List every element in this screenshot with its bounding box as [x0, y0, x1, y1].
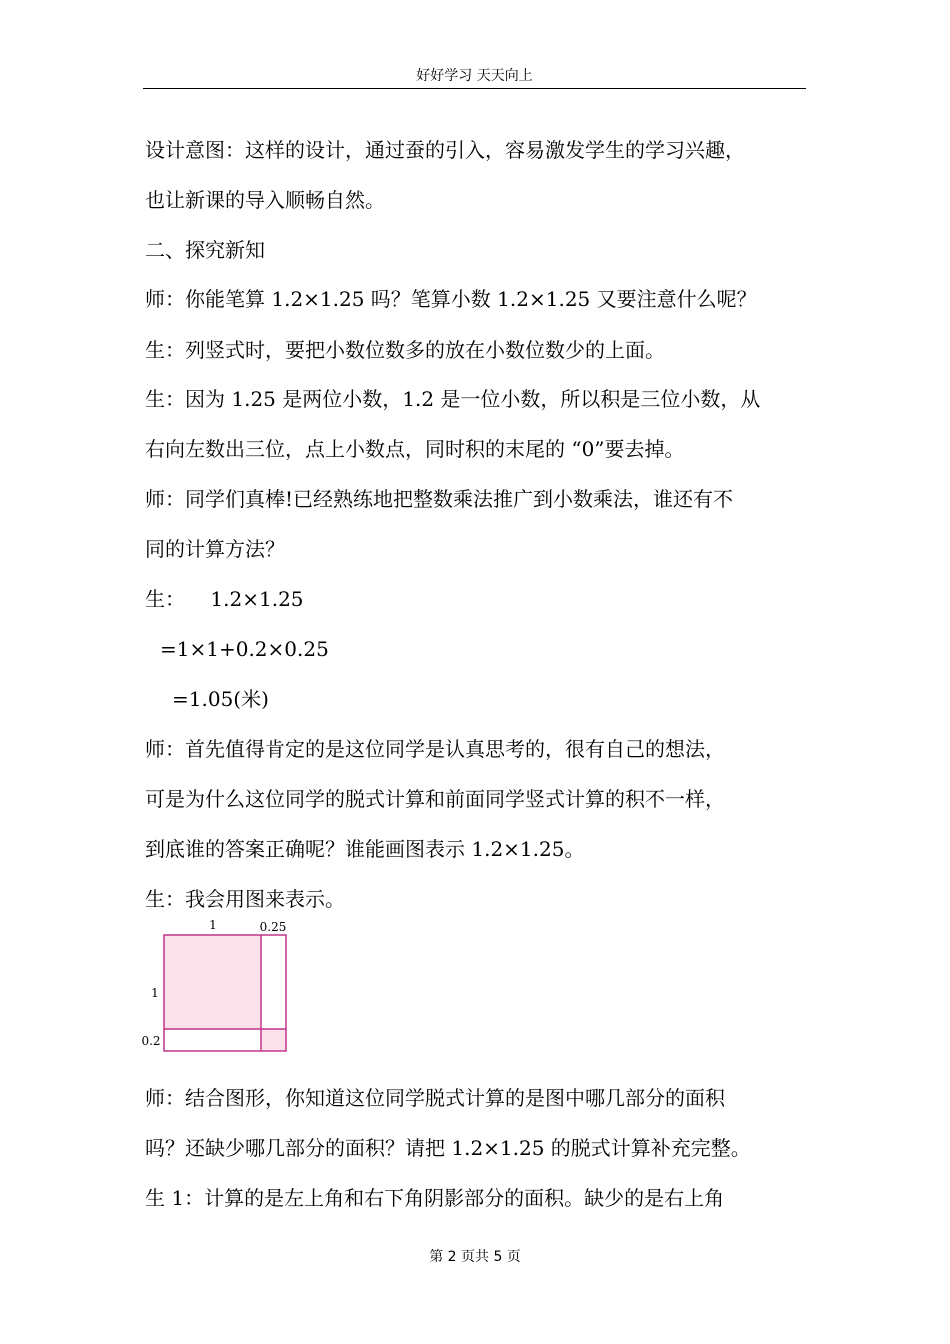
area-bottom-right — [261, 1029, 286, 1051]
paragraph-line: 同的计算方法？ — [145, 537, 285, 561]
section-heading: 二、探究新知 — [145, 238, 265, 262]
label-width-025: 0.25 — [259, 920, 287, 934]
paragraph-line: 师：你能笔算 1.2×1.25 吗？笔算小数 1.2×1.25 又要注意什么呢？ — [145, 287, 757, 311]
paragraph-line: 设计意图：这样的设计，通过蚕的引入，容易激发学生的学习兴趣， — [145, 138, 745, 162]
label-height-02: 0.2 — [141, 1034, 161, 1048]
paragraph-line: 到底谁的答案正确呢？谁能画图表示 1.2×1.25。 — [145, 837, 585, 861]
equation-line: =1.05(米) — [172, 687, 269, 711]
area-top-left — [164, 935, 261, 1029]
paragraph-line: 生：列竖式时，要把小数位数多的放在小数位数少的上面。 — [145, 338, 665, 362]
paragraph-line: 右向左数出三位，点上小数点，同时积的末尾的 “0”要去掉。 — [145, 437, 685, 461]
equation-line: 生： 1.2×1.25 — [145, 587, 304, 611]
area-model-figure — [140, 914, 290, 1056]
header-rule — [143, 88, 806, 89]
paragraph-line: 可是为什么这位同学的脱式计算和前面同学竖式计算的积不一样， — [145, 787, 725, 811]
page-header: 好好学习 天天向上 — [416, 68, 533, 84]
paragraph-line: 吗？还缺少哪几部分的面积？请把 1.2×1.25 的脱式计算补充完整。 — [145, 1136, 751, 1160]
paragraph-line: 师：同学们真棒!已经熟练地把整数乘法推广到小数乘法，谁还有不 — [145, 487, 734, 511]
paragraph-line: 师：首先值得肯定的是这位同学是认真思考的，很有自己的想法， — [145, 737, 725, 761]
paragraph-line: 生：我会用图来表示。 — [145, 887, 345, 911]
label-width-1: 1 — [209, 918, 217, 932]
page-footer: 第 2 页共 5 页 — [429, 1249, 521, 1265]
equation-line: =1×1+0.2×0.25 — [160, 637, 329, 661]
paragraph-line: 也让新课的导入顺畅自然。 — [145, 188, 385, 212]
paragraph-line: 师：结合图形，你知道这位同学脱式计算的是图中哪几部分的面积 — [145, 1086, 725, 1110]
paragraph-line: 生：因为 1.25 是两位小数，1.2 是一位小数，所以积是三位小数，从 — [145, 387, 761, 411]
paragraph-line: 生 1：计算的是左上角和右下角阴影部分的面积。缺少的是右上角 — [145, 1186, 725, 1210]
label-height-1: 1 — [151, 986, 159, 1000]
